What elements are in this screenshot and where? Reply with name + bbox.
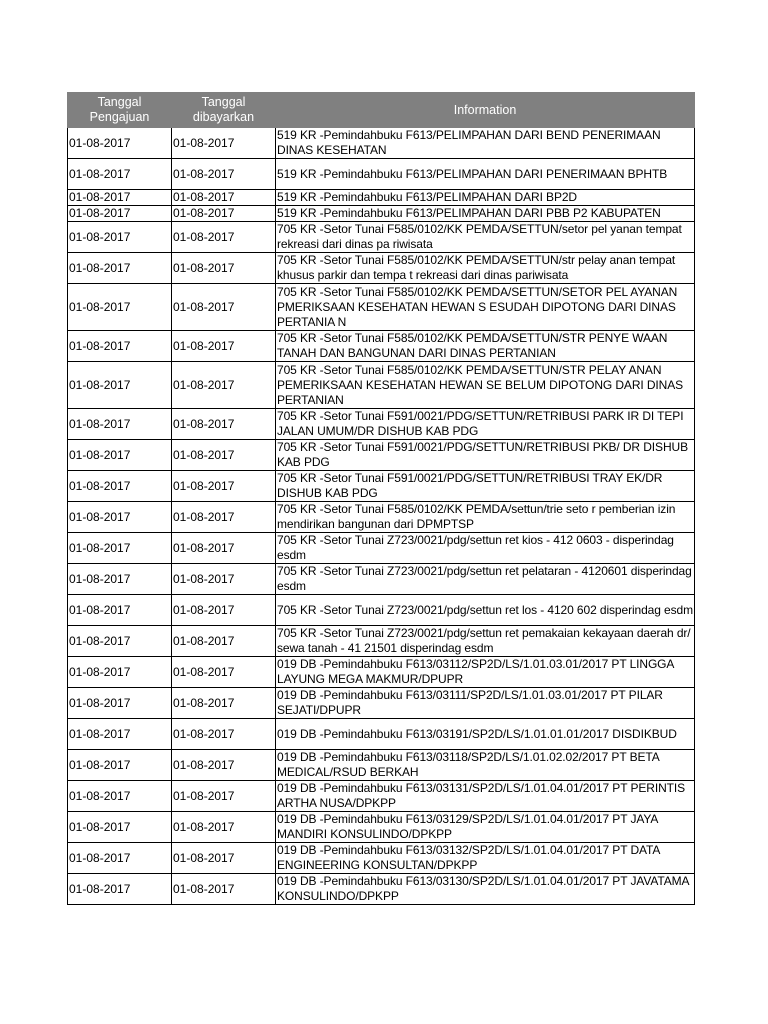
cell-information: 705 KR -Setor Tunai Z723/0021/pdg/settun ret kios - 412 0603 - disperindag esdm xyxy=(276,533,695,564)
table-row xyxy=(68,331,695,362)
cell-tanggal-pengajuan: 01-08-2017 xyxy=(68,222,172,253)
cell-tanggal-dibayarkan: 01-08-2017 xyxy=(172,781,276,812)
cell-information: 705 KR -Setor Tunai Z723/0021/pdg/settun ret los - 4120 602 disperindag esdm xyxy=(276,595,695,626)
cell-information: 705 KR -Setor Tunai F585/0102/KK PEMDA/SETTUN/SETOR PEL AYANAN PMERIKSAAN KESEHATAN HEWAN S ESUDAH DIPOTONG DARI DINAS PERTANIA N xyxy=(276,284,695,331)
cell-tanggal-pengajuan: 01-08-2017 xyxy=(68,657,172,688)
cell-tanggal-dibayarkan: 01-08-2017 xyxy=(172,362,276,409)
cell-tanggal-dibayarkan: 01-08-2017 xyxy=(172,812,276,843)
table-row xyxy=(68,657,695,688)
cell-tanggal-pengajuan: 01-08-2017 xyxy=(68,409,172,440)
cell-tanggal-dibayarkan: 01-08-2017 xyxy=(172,206,276,222)
table-row xyxy=(68,564,695,595)
table-row xyxy=(68,781,695,812)
cell-information: 705 KR -Setor Tunai Z723/0021/pdg/settun ret pelataran - 4120601 disperindag esdm xyxy=(276,564,695,595)
cell-tanggal-pengajuan: 01-08-2017 xyxy=(68,812,172,843)
cell-tanggal-pengajuan: 01-08-2017 xyxy=(68,440,172,471)
table-row xyxy=(68,502,695,533)
cell-tanggal-pengajuan: 01-08-2017 xyxy=(68,362,172,409)
table-row xyxy=(68,750,695,781)
table-row xyxy=(68,409,695,440)
cell-tanggal-dibayarkan: 01-08-2017 xyxy=(172,533,276,564)
table-header-row xyxy=(68,93,695,128)
table-row xyxy=(68,284,695,331)
cell-information: 519 KR -Pemindahbuku F613/PELIMPAHAN DARI BEND PENERIMAAN DINAS KESEHATAN xyxy=(276,128,695,159)
table-row xyxy=(68,595,695,626)
cell-tanggal-dibayarkan: 01-08-2017 xyxy=(172,222,276,253)
cell-tanggal-dibayarkan: 01-08-2017 xyxy=(172,159,276,190)
cell-information: 705 KR -Setor Tunai F591/0021/PDG/SETTUN/RETRIBUSI PARK IR DI TEPI JALAN UMUM/DR DISHUB KAB PDG xyxy=(276,409,695,440)
cell-tanggal-pengajuan: 01-08-2017 xyxy=(68,190,172,206)
cell-information: 519 KR -Pemindahbuku F613/PELIMPAHAN DARI PENERIMAAN BPHTB xyxy=(276,159,695,190)
cell-information: 019 DB -Pemindahbuku F613/03112/SP2D/LS/1.01.03.01/2017 PT LINGGA LAYUNG MEGA MAKMUR/DPUPR xyxy=(276,657,695,688)
cell-tanggal-dibayarkan: 01-08-2017 xyxy=(172,471,276,502)
cell-information: 019 DB -Pemindahbuku F613/03118/SP2D/LS/1.01.02.02/2017 PT BETA MEDICAL/RSUD BERKAH xyxy=(276,750,695,781)
cell-tanggal-dibayarkan: 01-08-2017 xyxy=(172,874,276,905)
header-information: Information xyxy=(276,93,695,128)
cell-tanggal-dibayarkan: 01-08-2017 xyxy=(172,750,276,781)
table-row xyxy=(68,440,695,471)
cell-tanggal-pengajuan: 01-08-2017 xyxy=(68,284,172,331)
cell-information: 019 DB -Pemindahbuku F613/03129/SP2D/LS/1.01.04.01/2017 PT JAYA MANDIRI KONSULINDO/DPKPP xyxy=(276,812,695,843)
cell-tanggal-dibayarkan: 01-08-2017 xyxy=(172,331,276,362)
table-body xyxy=(68,128,695,905)
cell-tanggal-pengajuan: 01-08-2017 xyxy=(68,471,172,502)
cell-tanggal-pengajuan: 01-08-2017 xyxy=(68,750,172,781)
table-row xyxy=(68,190,695,206)
cell-tanggal-pengajuan: 01-08-2017 xyxy=(68,595,172,626)
cell-tanggal-pengajuan: 01-08-2017 xyxy=(68,564,172,595)
cell-tanggal-dibayarkan: 01-08-2017 xyxy=(172,626,276,657)
table-row xyxy=(68,362,695,409)
cell-tanggal-dibayarkan: 01-08-2017 xyxy=(172,190,276,206)
cell-tanggal-dibayarkan: 01-08-2017 xyxy=(172,595,276,626)
cell-information: 019 DB -Pemindahbuku F613/03132/SP2D/LS/1.01.04.01/2017 PT DATA ENGINEERING KONSULTAN/DPKPP xyxy=(276,843,695,874)
cell-information: 705 KR -Setor Tunai F585/0102/KK PEMDA/SETTUN/setor pel yanan tempat rekreasi dari dinas pa riwisata xyxy=(276,222,695,253)
cell-tanggal-dibayarkan: 01-08-2017 xyxy=(172,440,276,471)
cell-tanggal-pengajuan: 01-08-2017 xyxy=(68,688,172,719)
cell-tanggal-dibayarkan: 01-08-2017 xyxy=(172,502,276,533)
cell-tanggal-dibayarkan: 01-08-2017 xyxy=(172,128,276,159)
cell-tanggal-dibayarkan: 01-08-2017 xyxy=(172,564,276,595)
cell-information: 705 KR -Setor Tunai F585/0102/KK PEMDA/SETTUN/STR PENYE WAAN TANAH DAN BANGUNAN DARI DINAS PERTANIAN xyxy=(276,331,695,362)
cell-tanggal-pengajuan: 01-08-2017 xyxy=(68,719,172,750)
table-row xyxy=(68,128,695,159)
cell-tanggal-pengajuan: 01-08-2017 xyxy=(68,206,172,222)
cell-tanggal-pengajuan: 01-08-2017 xyxy=(68,843,172,874)
cell-information: 019 DB -Pemindahbuku F613/03191/SP2D/LS/1.01.01.01/2017 DISDIKBUD xyxy=(276,719,695,750)
cell-information: 705 KR -Setor Tunai F591/0021/PDG/SETTUN/RETRIBUSI TRAY EK/DR DISHUB KAB PDG xyxy=(276,471,695,502)
table-row xyxy=(68,253,695,284)
transaction-table xyxy=(67,92,695,905)
table-row xyxy=(68,471,695,502)
table-row xyxy=(68,206,695,222)
cell-tanggal-pengajuan: 01-08-2017 xyxy=(68,253,172,284)
table-row xyxy=(68,159,695,190)
table-row xyxy=(68,812,695,843)
table-row xyxy=(68,533,695,564)
cell-information: 705 KR -Setor Tunai Z723/0021/pdg/settun ret pemakaian kekayaan daerah dr/ sewa tanah - 41 21501 disperindag esdm xyxy=(276,626,695,657)
table-row xyxy=(68,874,695,905)
cell-information: 519 KR -Pemindahbuku F613/PELIMPAHAN DARI PBB P2 KABUPATEN xyxy=(276,206,695,222)
cell-tanggal-pengajuan: 01-08-2017 xyxy=(68,159,172,190)
transaction-table-container xyxy=(67,92,694,905)
cell-tanggal-pengajuan: 01-08-2017 xyxy=(68,874,172,905)
cell-tanggal-pengajuan: 01-08-2017 xyxy=(68,128,172,159)
cell-information: 705 KR -Setor Tunai F585/0102/KK PEMDA/settun/trie seto r pemberian izin mendirikan bangunan dari DPMPTSP xyxy=(276,502,695,533)
cell-information: 705 KR -Setor Tunai F585/0102/KK PEMDA/SETTUN/str pelay anan tempat khusus parkir dan tempa t rekreasi dari dinas pariwisata xyxy=(276,253,695,284)
cell-tanggal-pengajuan: 01-08-2017 xyxy=(68,533,172,564)
table-row xyxy=(68,626,695,657)
cell-information: 019 DB -Pemindahbuku F613/03131/SP2D/LS/1.01.04.01/2017 PT PERINTIS ARTHA NUSA/DPKPP xyxy=(276,781,695,812)
table-row xyxy=(68,222,695,253)
cell-tanggal-dibayarkan: 01-08-2017 xyxy=(172,253,276,284)
cell-tanggal-dibayarkan: 01-08-2017 xyxy=(172,657,276,688)
cell-tanggal-dibayarkan: 01-08-2017 xyxy=(172,284,276,331)
cell-information: 705 KR -Setor Tunai F591/0021/PDG/SETTUN/RETRIBUSI PKB/ DR DISHUB KAB PDG xyxy=(276,440,695,471)
cell-tanggal-dibayarkan: 01-08-2017 xyxy=(172,719,276,750)
cell-tanggal-pengajuan: 01-08-2017 xyxy=(68,331,172,362)
table-row xyxy=(68,843,695,874)
header-tanggal-pengajuan: Tanggal Pengajuan xyxy=(68,93,172,128)
header-tanggal-dibayarkan: Tanggal dibayarkan xyxy=(172,93,276,128)
cell-tanggal-pengajuan: 01-08-2017 xyxy=(68,626,172,657)
cell-information: 019 DB -Pemindahbuku F613/03130/SP2D/LS/1.01.04.01/2017 PT JAVATAMA KONSULINDO/DPKPP xyxy=(276,874,695,905)
cell-tanggal-dibayarkan: 01-08-2017 xyxy=(172,843,276,874)
cell-information: 705 KR -Setor Tunai F585/0102/KK PEMDA/SETTUN/STR PELAY ANAN PEMERIKSAAN KESEHATAN HEWAN SE BELUM DIPOTONG DARI DINAS PERTANIAN xyxy=(276,362,695,409)
table-row xyxy=(68,719,695,750)
cell-tanggal-dibayarkan: 01-08-2017 xyxy=(172,688,276,719)
cell-information: 519 KR -Pemindahbuku F613/PELIMPAHAN DARI BP2D xyxy=(276,190,695,206)
cell-tanggal-pengajuan: 01-08-2017 xyxy=(68,502,172,533)
cell-tanggal-dibayarkan: 01-08-2017 xyxy=(172,409,276,440)
cell-tanggal-pengajuan: 01-08-2017 xyxy=(68,781,172,812)
cell-information: 019 DB -Pemindahbuku F613/03111/SP2D/LS/1.01.03.01/2017 PT PILAR SEJATI/DPUPR xyxy=(276,688,695,719)
table-row xyxy=(68,688,695,719)
